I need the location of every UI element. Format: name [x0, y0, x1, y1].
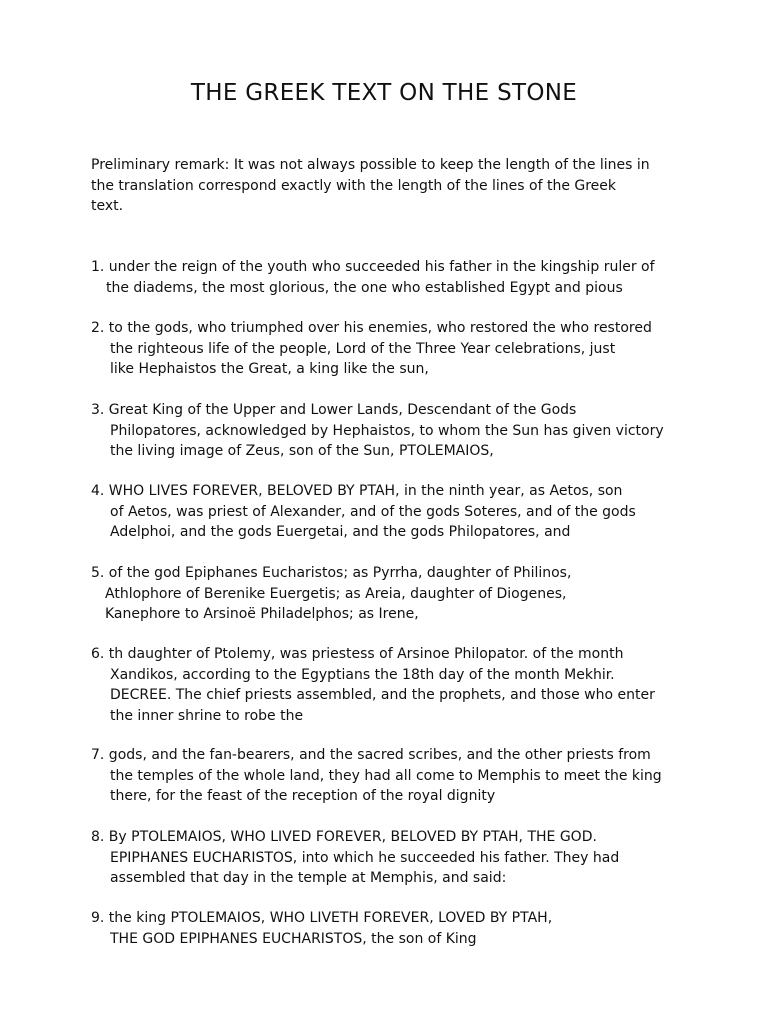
paragraph-line: Philopatores, acknowledged by Hephaistos, to whom the Sun has given victory — [110, 422, 664, 439]
paragraph-line: 9. the king PTOLEMAIOS, WHO LIVETH FOREVER, LOVED BY PTAH, — [91, 910, 553, 926]
paragraph-line: of Aetos, was priest of Alexander, and of the gods Soteres, and of the gods — [110, 503, 636, 520]
paragraph-line: 1. under the reign of the youth who succeeded his father in the kingship ruler of — [91, 259, 655, 275]
paragraph-5 — [91, 563, 691, 625]
page-title: THE GREEK TEXT ON THE STONE — [190, 80, 578, 106]
paragraph-8 — [91, 827, 691, 889]
preliminary-remark — [91, 155, 691, 217]
paragraph-line: 8. By PTOLEMAIOS, WHO LIVED FOREVER, BELOVED BY PTAH, THE GOD. — [91, 829, 597, 845]
remark-line: Preliminary remark: It was not always possible to keep the length of the lines in — [91, 157, 650, 173]
paragraph-line: like Hephaistos the Great, a king like the sun, — [110, 361, 429, 377]
paragraph-line: THE GOD EPIPHANES EUCHARISTOS, the son of King — [110, 930, 477, 947]
paragraph-line: the righteous life of the people, Lord of the Three Year celebrations, just — [110, 340, 616, 357]
paragraph-line: 7. gods, and the fan-bearers, and the sacred scribes, and the other priests from — [91, 747, 651, 763]
paragraph-6 — [91, 644, 691, 726]
paragraph-9 — [91, 908, 691, 949]
paragraph-line: 6. th daughter of Ptolemy, was priestess of Arsinoe Philopator. of the month — [91, 646, 624, 662]
remark-line: text. — [91, 198, 124, 214]
paragraph-line: Kanephore to Arsinoë Philadelphos; as Irene, — [105, 606, 419, 622]
paragraph-line: the living image of Zeus, son of the Sun, PTOLEMAIOS, — [110, 443, 494, 459]
paragraph-line: DECREE. The chief priests assembled, and the prophets, and those who enter — [110, 687, 655, 703]
paragraph-line: the inner shrine to robe the — [110, 707, 304, 724]
paragraph-line: Athlophore of Berenike Euergetis; as Areia, daughter of Diogenes, — [105, 585, 567, 602]
paragraph-line: Xandikos, according to the Egyptians the 18th day of the month Mekhir. — [110, 666, 615, 683]
paragraph-3 — [91, 400, 691, 462]
paragraph-7 — [91, 745, 691, 807]
paragraph-line: Adelphoi, and the gods Euergetai, and the gods Philopatores, and — [110, 524, 571, 540]
paragraph-1 — [91, 257, 691, 298]
paragraph-line: 2. to the gods, who triumphed over his enemies, who restored the who restored — [91, 320, 652, 336]
paragraph-line: 5. of the god Epiphanes Eucharistos; as Pyrrha, daughter of Philinos, — [91, 565, 572, 581]
remark-line: the translation correspond exactly with the length of the lines of the Greek — [91, 177, 617, 194]
paragraph-line: the diadems, the most glorious, the one who established Egypt and pious — [106, 279, 623, 296]
paragraph-line: assembled that day in the temple at Memphis, and said: — [110, 870, 507, 886]
paragraph-2 — [91, 318, 691, 380]
paragraph-line: EPIPHANES EUCHARISTOS, into which he succeeded his father. They had — [110, 849, 620, 866]
paragraph-4 — [91, 481, 691, 543]
paragraph-line: 4. WHO LIVES FOREVER, BELOVED BY PTAH, in the ninth year, as Aetos, son — [91, 483, 623, 499]
paragraph-line: there, for the feast of the reception of the royal dignity — [110, 788, 496, 804]
paragraph-line: 3. Great King of the Upper and Lower Lands, Descendant of the Gods — [91, 402, 577, 418]
paragraph-line: the temples of the whole land, they had all come to Memphis to meet the king — [110, 767, 662, 784]
